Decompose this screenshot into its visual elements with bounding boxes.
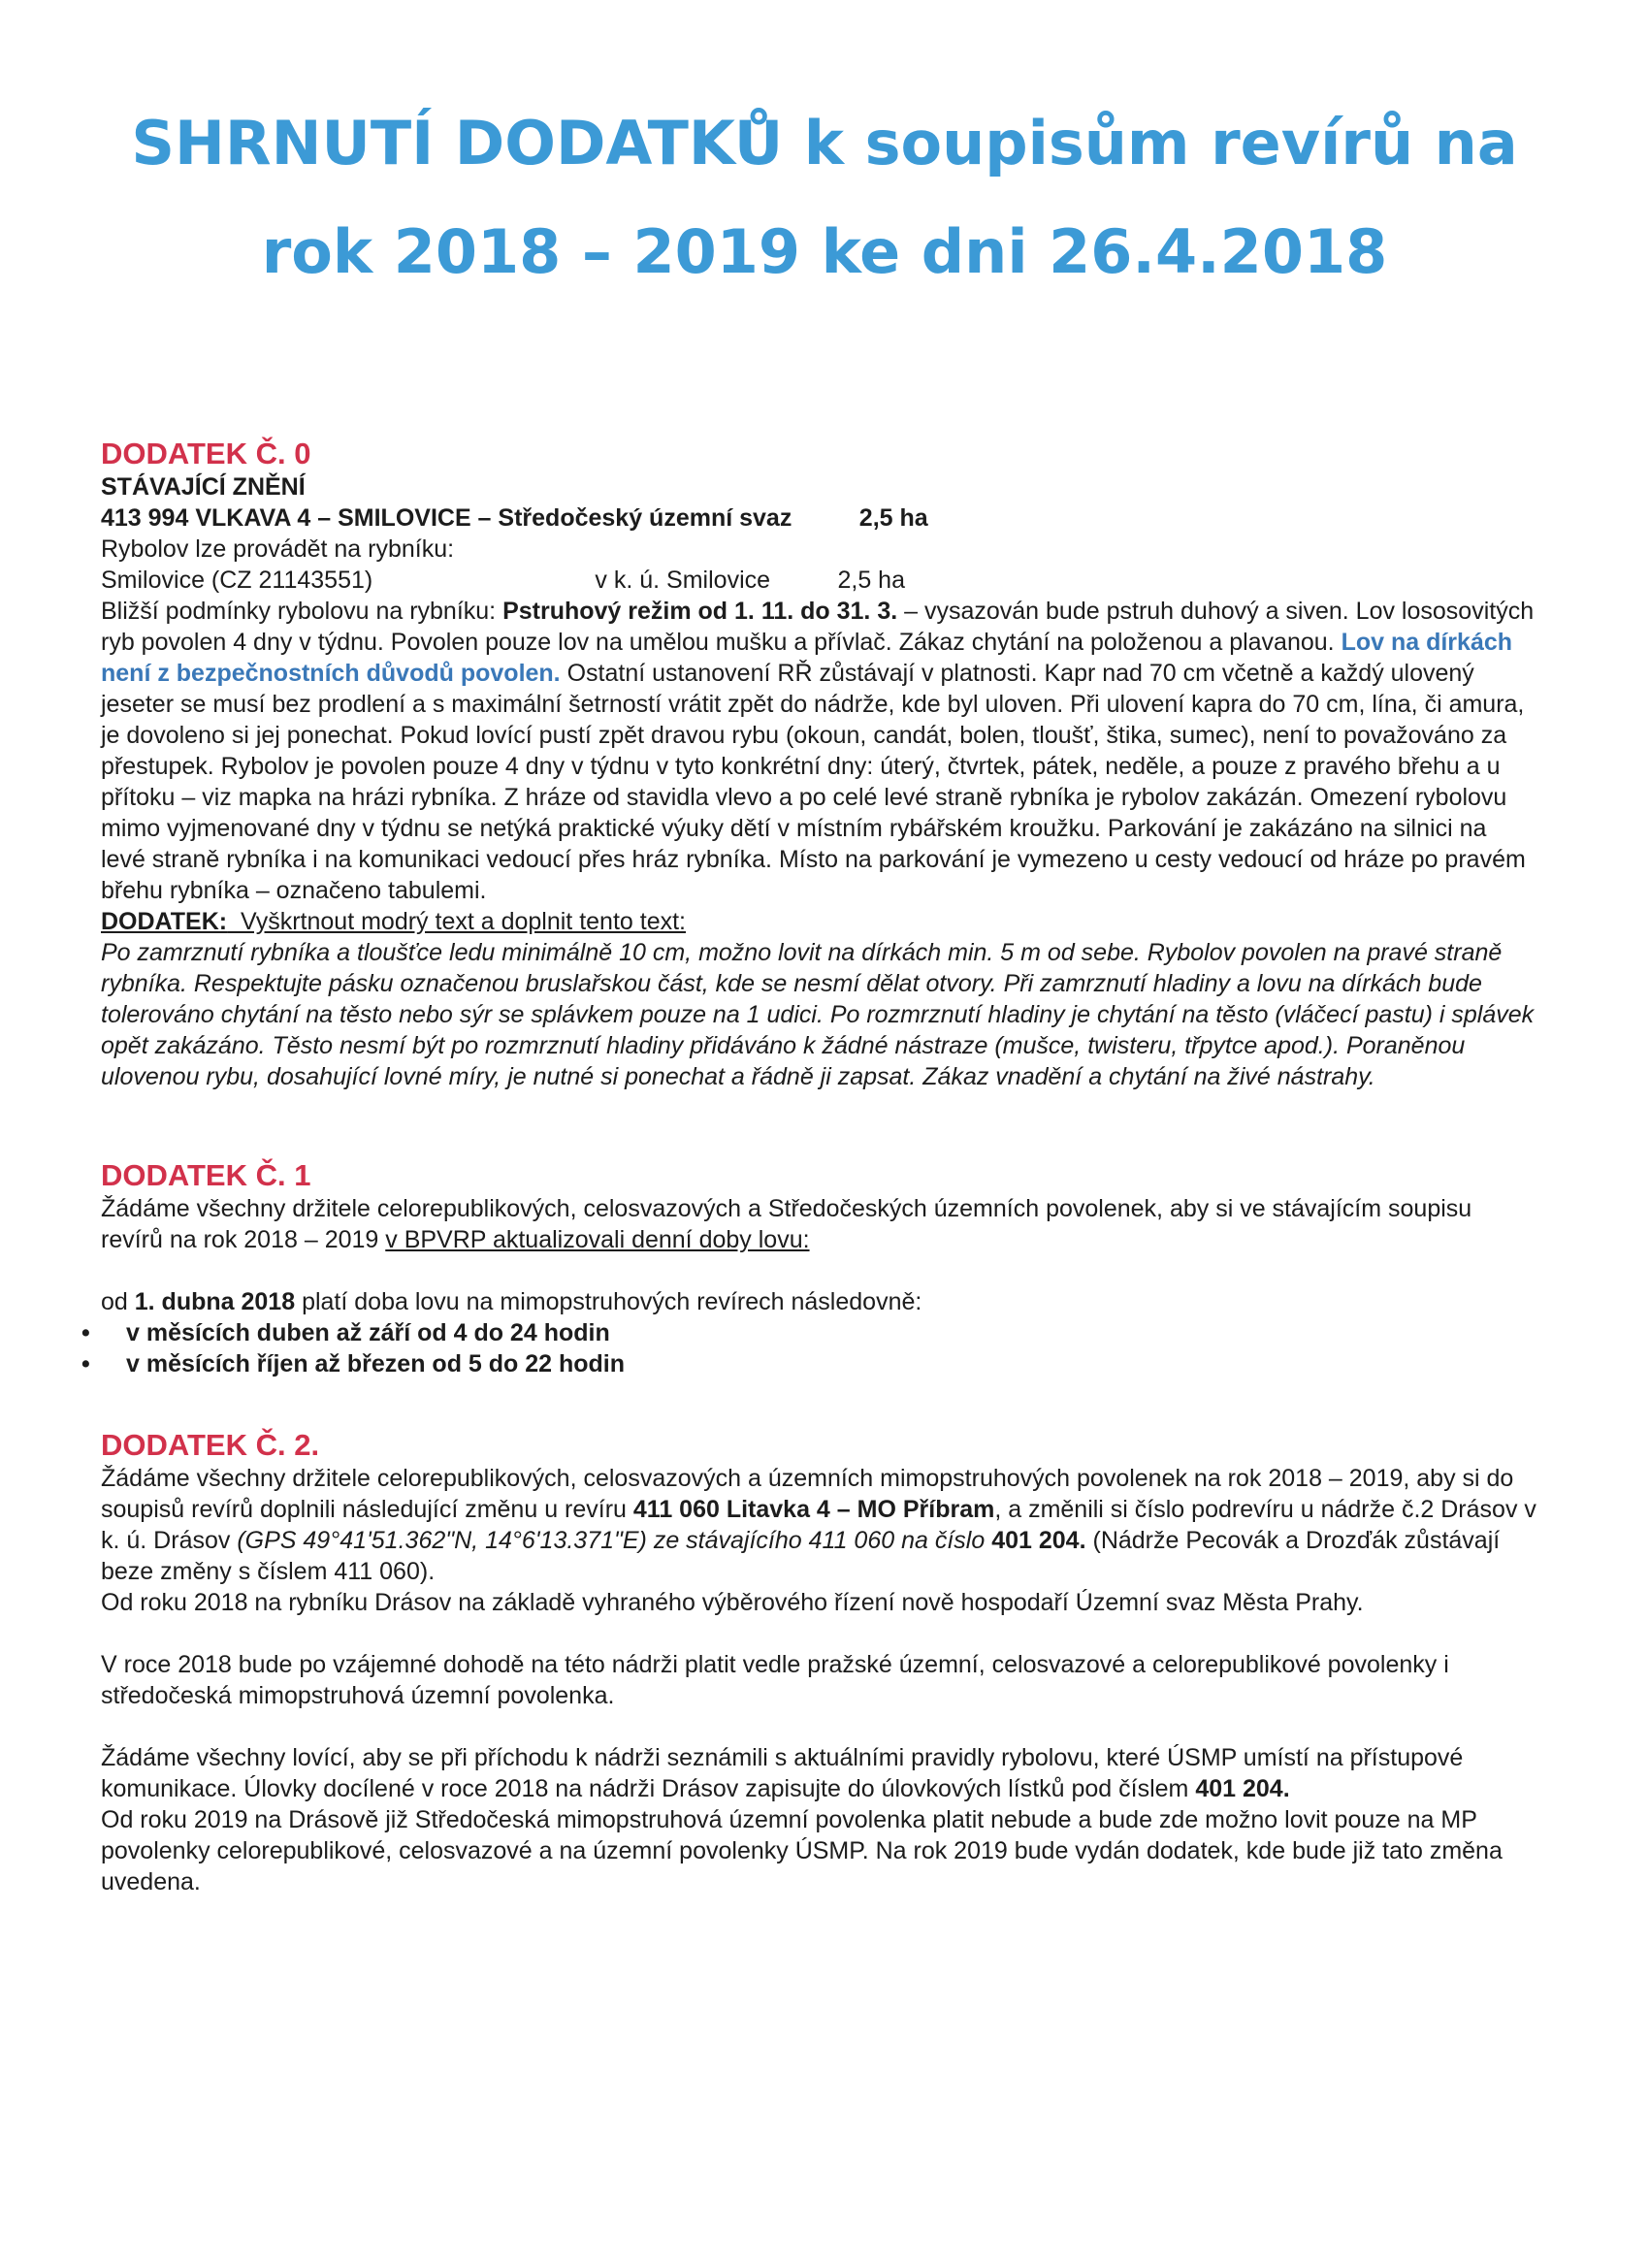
dodatek-1-heading: DODATEK Č. 1	[101, 1158, 311, 1192]
dodatek-2-paragraph-4	[101, 1742, 1536, 1804]
dodatek-0-revir-line: 413 994 VLKAVA 4 – SMILOVICE – Středočeský územní svaz 2,5 ha	[101, 504, 928, 532]
d1-p2-a: od	[101, 1288, 135, 1315]
dodatek-0-pond: Smilovice (CZ 21143551) v k. ú. Smilovice 2,5 ha	[101, 567, 905, 594]
dodatek-0-conditions	[101, 596, 1536, 906]
dodatek-2-paragraph-1	[101, 1463, 1536, 1587]
dodatek-instruction-text: Vyškrtnout modrý text a doplnit tento text:	[227, 908, 686, 935]
dodatek-1-paragraph-1	[101, 1193, 1536, 1255]
document-body	[81, 437, 1536, 1897]
dodatek-0	[101, 437, 1536, 1092]
d2-p1-gps: (GPS 49°41'51.362"N, 14°6'13.371"E) ze stávajícího 411 060 na číslo	[237, 1527, 986, 1554]
dodatek-0-italic-text: Po zamrznutí rybníka a tloušťce ledu minimálně 10 cm, možno lovit na dírkách min. 5 m od sebe. Rybolov povolen na pravé straně rybníka. Respektujte pásku označenou bruslařskou část, kde se nesmí dělat otvory. Při zamrznutí hladiny a lovu na dírkách bude tolerováno chytání na těsto nebo sýr se splávkem pouze na 1 udici. Po rozmrznutí hladiny je chytání na těsto (vláčecí pastu) i splávek opět zakázáno. Těsto nesmí být po rozmrznutí hladiny přidáváno k žádné nástraze (mušce, twisteru, třpytce apod.). Poraněnou ulovenou rybu, dosahující lovné míry, je nutné si ponechat a řádně ji zapsat. Zákaz vnadění a chytání na živé nástrahy.	[101, 939, 1535, 1090]
dodatek-label: DODATEK:	[101, 908, 228, 935]
dodatek-0-subheading: STÁVAJÍCÍ ZNĚNÍ	[101, 473, 306, 501]
cond-c: – vysazován bude pstruh duhový a siven. Lov lososovitých ryb povolen 4 dny v týdnu. Povolen pouze lov na umělou mušku a přívlač. Zákaz chytání na položenou a plavanou.	[101, 598, 1535, 656]
d1-p2-date: 1. dubna 2018	[134, 1288, 296, 1315]
dodatek-2-paragraph-2: Od roku 2018 na rybníku Drásov na základě vyhraného výběrového řízení nově hospodaří Územní svaz Města Prahy.	[101, 1589, 1364, 1616]
d1-p1-text: Žádáme všechny držitele celorepublikových, celosvazových a Středočeských územních povolenek, aby si ve stávajícím soupisu revírů na rok 2018 – 2019	[101, 1195, 1472, 1253]
dodatek-1-paragraph-2	[101, 1286, 1536, 1317]
cond-a: Bližší podmínky rybolovu na rybníku:	[101, 598, 503, 625]
d2-p4-number: 401 204.	[1195, 1775, 1290, 1802]
d2-p1-a: Žádáme všechny držitele celorepublikových, celosvazových a územních mimopstruhových povolenek na rok 2018 – 2019, aby si do soupisů revírů doplnili následující změnu u revíru	[101, 1465, 1514, 1523]
d2-p4-a: Žádáme všechny lovící, aby se při příchodu k nádrži seznámili s aktuálními pravidly rybolovu, které ÚSMP umístí na přístupové komunikace. Úlovky docílené v roce 2018 na nádrži Drásov zapisujte do úlovkových lístků pod číslem	[101, 1744, 1464, 1802]
list-item	[81, 1317, 1536, 1348]
bullet-icon: •	[81, 1350, 90, 1377]
d1-p1-underlined: v BPVRP aktualizovali denní doby lovu:	[385, 1226, 810, 1253]
cond-blue-text: Lov na dírkách není z bezpečnostních důvodů povolen.	[101, 629, 1513, 687]
d2-p1-revir: 411 060 Litavka 4 – MO Příbram	[632, 1496, 995, 1523]
list-item-text: v měsících říjen až březen od 5 do 22 hodin	[126, 1350, 626, 1377]
dodatek-0-instruction	[101, 906, 1536, 937]
cond-trout-regime: Pstruhový režim od 1. 11. do 31. 3.	[502, 598, 898, 625]
d2-p1-f: (Nádrže Pecovák a Drozďák zůstávají beze změny s číslem 411 060).	[101, 1527, 1501, 1585]
bullet-icon: •	[81, 1319, 90, 1346]
list-item-text: v měsících duben až září od 4 do 24 hodin	[126, 1319, 610, 1346]
dodatek-2	[101, 1428, 1536, 1897]
dodatek-2-heading: DODATEK Č. 2.	[101, 1428, 320, 1462]
document-title	[0, 89, 1649, 307]
dodatek-2-paragraph-3: V roce 2018 bude po vzájemné dohodě na této nádrži platit vedle pražské územní, celosvazové a celorepublikové povolenky i středočeská mimopstruhová územní povolenka.	[101, 1651, 1449, 1709]
title-line-1: SHRNUTÍ DODATKŮ k soupisům revírů na	[131, 108, 1518, 178]
d1-p2-c: platí doba lovu na mimopstruhových revírech následovně:	[295, 1288, 922, 1315]
dodatek-2-paragraph-5: Od roku 2019 na Drásově již Středočeská mimopstruhová územní povolenka platit nebude a bude zde možno lovit pouze na MP povolenky celorepublikové, celosvazové a na územní povolenky ÚSMP. Na rok 2019 bude vydán dodatek, kde bude již tato změna uvedena.	[101, 1806, 1503, 1895]
list-item	[81, 1348, 1536, 1379]
d2-p1-c: , a změnili si číslo podrevíru u nádrže č.2 Drásov v k. ú. Drásov	[101, 1496, 1536, 1554]
dodatek-1	[81, 1158, 1536, 1379]
dodatek-0-intro: Rybolov lze provádět na rybníku:	[101, 535, 455, 563]
title-line-2: rok 2018 – 2019 ke dni 26.4.2018	[261, 216, 1388, 287]
dodatek-0-heading: DODATEK Č. 0	[101, 437, 311, 470]
cond-d: Ostatní ustanovení RŘ zůstávají v platnosti. Kapr nad 70 cm včetně a každý ulovený jeseter se musí bez prodlení a s maximální šetrností vrátit zpět do nádrže, kde byl uloven. Při ulovení kapra do 70 cm, lína, či amura, je dovoleno si jej ponechat. Pokud lovící pustí zpět dravou rybu (okoun, candát, bolen, tloušť, štika, sumec), není to považováno za přestupek. Rybolov je povolen pouze 4 dny v týdnu v tyto konkrétní dny: úterý, čtvrtek, pátek, neděle, a pouze z pravého břehu a u přítoku – viz mapka na hrázi rybníka. Z hráze od stavidla vlevo a po celé levé straně rybníka je rybolov zakázán. Omezení rybolovu mimo vyjmenované dny v týdnu se netýká praktické výuky dětí v místním rybářském kroužku. Parkování je zakázáno na silnici na levé straně rybníka i na komunikaci vedoucí přes hráz rybníka. Místo na parkování je vymezeno u cesty vedoucí od hráze po pravém břehu rybníka – označeno tabulemi.	[101, 660, 1526, 904]
d2-p1-number: 401 204.	[991, 1527, 1086, 1554]
